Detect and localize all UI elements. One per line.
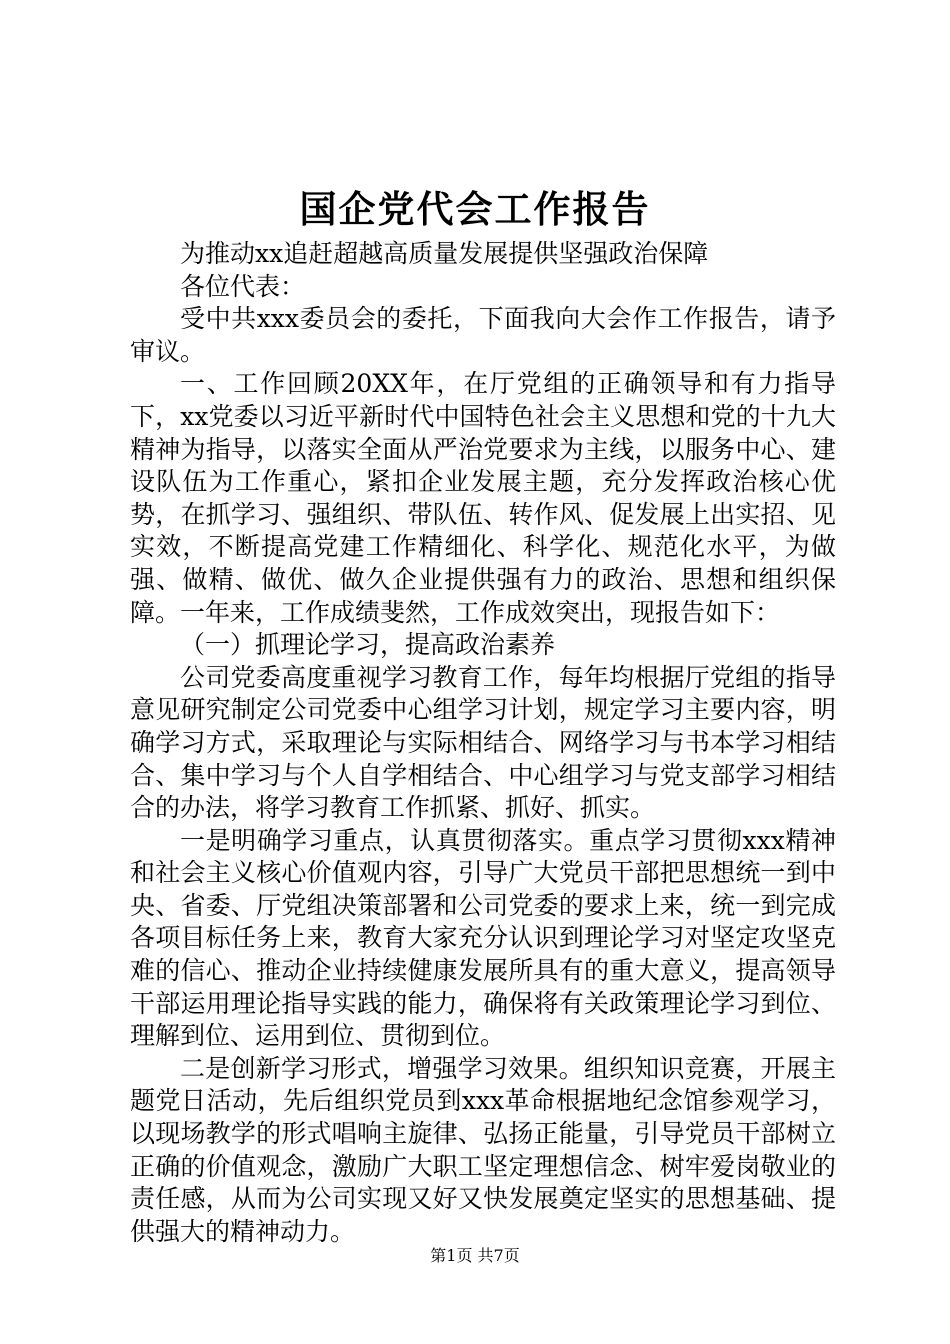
document-body bbox=[130, 238, 836, 1248]
body-paragraph: 一是明确学习重点，认真贯彻落实。重点学习贯彻xxx精神和社会主义核心价值观内容，引导广大党员干部把思想统一到中央、省委、厅党组决策部署和公司党委的要求上来，统一到完成各项目标任务上来，教育大家充分认识到理论学习对坚定攻坚克难的信心、推动企业持续健康发展所具有的重大意义，提高领导干部运用理论指导实践的能力，确保将有关政策理论学习到位、理解到位、运用到位、贯彻到位。 bbox=[130, 825, 836, 1051]
section-heading: （一）抓理论学习，提高政治素养 bbox=[180, 630, 556, 660]
body-paragraph: 二是创新学习形式，增强学习效果。组织知识竞赛，开展主题党日活动，先后组织党员到xxx革命根据地纪念馆参观学习，以现场教学的形式唱响主旋律、弘扬正能量，引导党员干部树立正确的价值观念，激励广大职工坚定理想信念、树牢爱岗敬业的责任感，从而为公司实现又好又快发展奠定坚实的思想基础、提供强大的精神动力。 bbox=[130, 1053, 836, 1246]
document-title: 国企党代会工作报告 bbox=[299, 187, 651, 231]
body-paragraph: 一、工作回顾20XX年，在厅党组的正确领导和有力指导下，xx党委以习近平新时代中国特色社会主义思想和党的十九大精神为指导，以落实全面从严治党要求为主线，以服务中心、建设队伍为工作重心，紧扣企业发展主题，充分发挥政治核心优势，在抓学习、强组织、带队伍、转作风、促发展上出实招、见实效，不断提高党建工作精细化、科学化、规范化水平，为做强、做精、做优、做久企业提供强有力的政治、思想和组织保障。一年来，工作成绩斐然，工作成效突出，现报告如下： bbox=[130, 369, 836, 627]
body-paragraph: 公司党委高度重视学习教育工作，每年均根据厅党组的指导意见研究制定公司党委中心组学习计划，规定学习主要内容，明确学习方式，采取理论与实际相结合、网络学习与书本学习相结合、集中学习与个人自学相结合、中心组学习与党支部学习相结合的办法，将学习教育工作抓紧、抓好、抓实。 bbox=[130, 662, 836, 823]
subtitle-paragraph: 为推动xx追赶超越高质量发展提供坚强政治保障 bbox=[180, 239, 709, 268]
salutation-paragraph: 各位代表： bbox=[180, 271, 306, 301]
page-number-footer: 第1页 共7页 bbox=[430, 1246, 520, 1265]
body-paragraph: 受中共xxx委员会的委托，下面我向大会作工作报告，请予审议。 bbox=[130, 304, 836, 366]
